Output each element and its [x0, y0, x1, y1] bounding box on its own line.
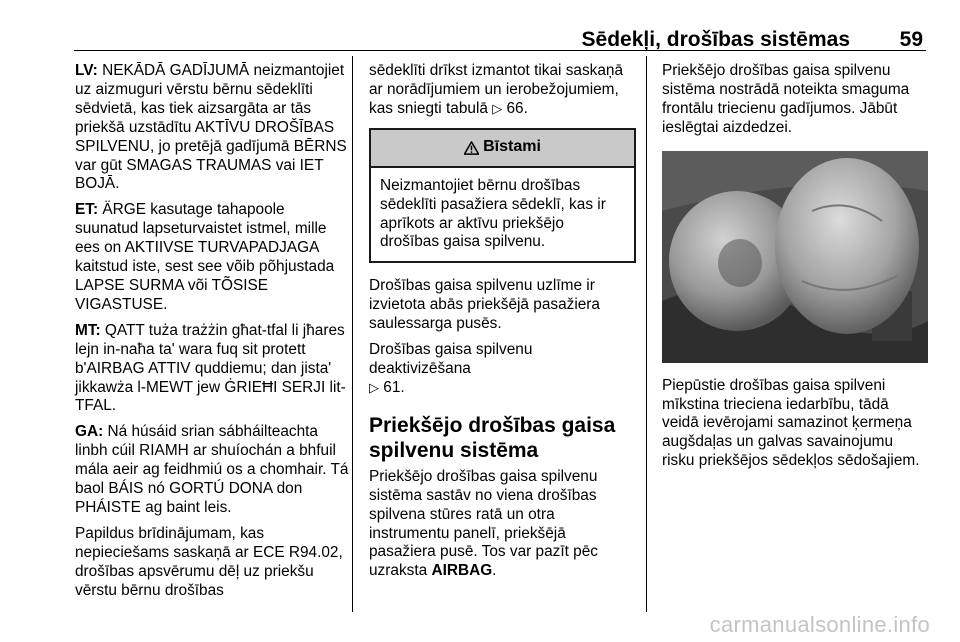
airbags-illustration	[662, 151, 928, 363]
language-label: LV:	[75, 62, 98, 79]
column-1	[75, 62, 350, 607]
paragraph-text: Ná húsáid srian sábháilteachta linbh cúil RIAMH ar shuíochán a bhfuil mála aeir ag feidhmiú os a chomhair. Tá baol BÁIS nó GORTÚ DONA don PHÁISTE ag baint leis.	[75, 423, 349, 516]
paragraph-table-reference	[369, 62, 636, 120]
paragraph-text: Priekšējo drošības gaisa spilvenu sistēma sastāv no viena drošības spilvena stūres ratā un otra instrumentu panelī, priekšējā pasažiera pusē. Tos var pazīt pēc uzraksta	[369, 467, 598, 580]
page-reference-link[interactable]: 61.	[383, 378, 405, 396]
warning-box-title: Bīstami	[483, 138, 541, 156]
inflated-airbags-image	[662, 151, 928, 363]
paragraph-deployment-condition: Priekšējo drošības gaisa spilvenu sistēma nostrādā noteikta smaguma frontālu triecienu gadījumos. Jābūt ieslēgtai aizdedzei.	[662, 62, 910, 136]
page-reference-arrow-icon: ▷	[492, 101, 503, 117]
paragraph-text: Drošības gaisa spilvenu deaktivizēšana	[369, 341, 533, 377]
section-heading: Priekšējo drošības gaisa spilvenu sistēma	[369, 413, 616, 462]
language-label: GA:	[75, 423, 104, 441]
page-reference-link[interactable]: 66.	[506, 99, 528, 117]
page-header-title: Sēdekļi, drošības sistēmas	[581, 28, 850, 51]
warning-paragraph-mt	[75, 322, 350, 417]
column-3	[662, 62, 928, 478]
warning-box-body: Neizmantojiet bērnu drošības sēdeklīti pasažiera sēdeklī, kas ir aprīkots ar aktīvu priekšējo drošības gaisa spilvenu.	[380, 176, 606, 251]
language-label: ET:	[75, 201, 99, 219]
paragraph-text: Papildus brīdinājumam, kas nepieciešams saskaņā ar ECE R94.02, drošības apsvērumu dēļ uz priekšu vērstu bērnu drošības	[75, 524, 343, 599]
warning-triangle-icon	[464, 141, 479, 155]
warning-paragraph-ga	[75, 423, 350, 518]
paragraph-punctuation: .	[492, 562, 497, 580]
page-number: 59	[899, 28, 923, 51]
paragraph-ece-note	[75, 525, 350, 601]
paragraph-text: ÄRGE kasutage tahapoole suunatud lapseturvaistet istmel, mille ees on AKTIIVSE TURVAPADJAGA kaitstud iste, sest see võib põhjustada LAPSE SURMA või TÕSISE VIGASTUSE.	[75, 201, 335, 313]
paragraph-text: NEKĀDĀ GADĪJUMĀ neizmantojiet uz aizmuguri vērstu bērnu sēdeklīti sēdvietā, kas tiek aizsargāta ar tās priekšā uzstādītu AKTĪVU DROŠĪBAS SPILVENU, jo pretējā gadījumā BĒRNS var gūt SMAGAS TRAUMAS vai IET BOJĀ.	[75, 62, 347, 193]
column-divider-right	[646, 56, 647, 612]
paragraph-label-location: Drošības gaisa spilvenu uzlīme ir izvietota abās priekšējā pasažiera saulessarga pusēs.	[369, 277, 600, 333]
paragraph-text: QATT tuża trażżin għat-tfal li jħares lejn in-naħa ta' wara fuq sit protett b'AIRBAG ATTIV quddiemu; dan jista' jikkawża l-MEWT jew ĠRIEĦI SERJI lit-TFAL.	[75, 321, 346, 415]
column-2	[369, 62, 636, 588]
image-caption: Piepūstie drošības gaisa spilveni mīkstina trieciena iedarbību, tādā veidā ievērojami samazinot ķermeņa augšdaļas un galvas savainojumu risku priekšējos sēdekļos sēdošajiem.	[662, 376, 920, 470]
header-rule	[74, 50, 926, 51]
airbag-keyword: AIRBAG	[431, 562, 493, 580]
warning-paragraph-et	[75, 201, 350, 314]
page-reference-arrow-icon: ▷	[369, 380, 379, 396]
warning-box-header	[371, 130, 634, 168]
column-divider-left	[352, 56, 353, 612]
paragraph-system-description	[369, 468, 636, 581]
paragraph-text: sēdeklīti drīkst izmantot tikai saskaņā ar norādījumiem un ierobežojumiem, kas sniegti tabulā	[369, 62, 624, 117]
watermark-text: carmanualsonline.info	[709, 612, 930, 637]
language-label: MT:	[75, 321, 101, 339]
paragraph-deactivation	[369, 341, 636, 399]
danger-warning-box	[369, 128, 636, 264]
warning-paragraph-lv	[75, 62, 350, 194]
